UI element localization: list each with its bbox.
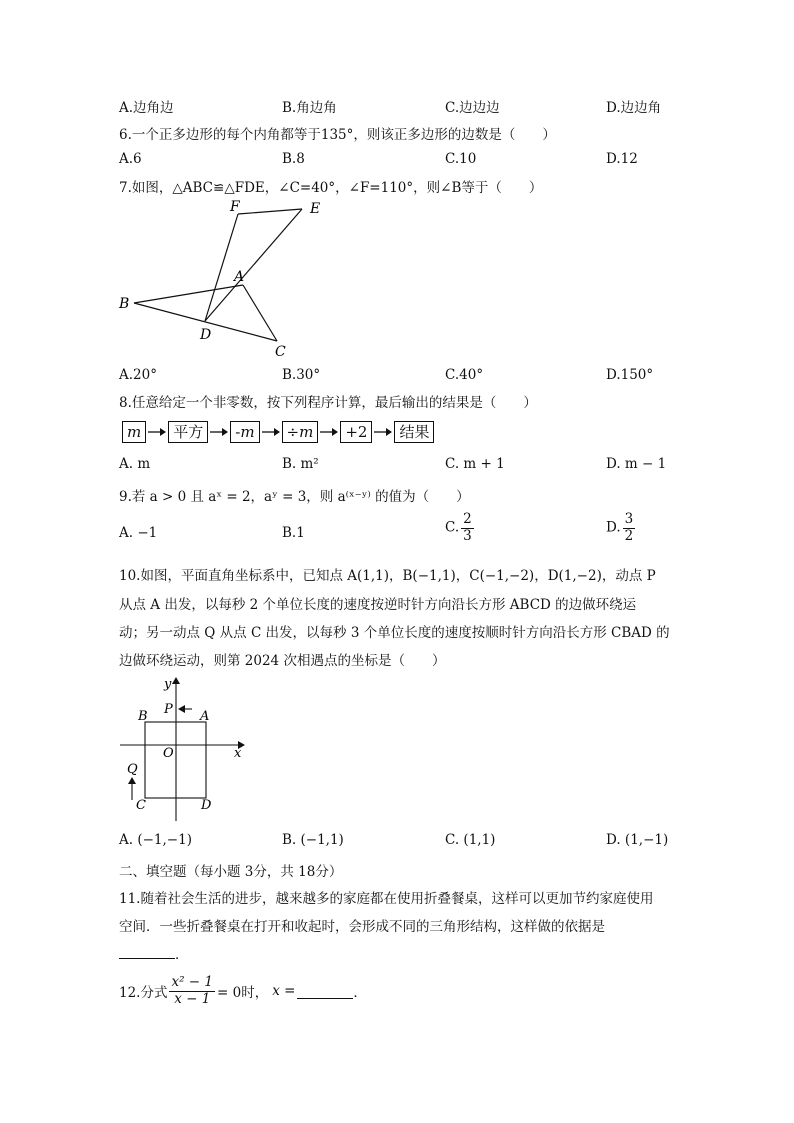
q12-prefix: 12.分式: [119, 985, 168, 1002]
q6-option-a: A.6: [119, 151, 142, 167]
q9-option-b: B.1: [282, 525, 305, 541]
point-b-label: B: [138, 709, 148, 724]
arrow-right-icon: [260, 422, 282, 442]
q12-denominator: x − 1: [174, 990, 211, 1007]
q6-option-c: C.10: [445, 151, 477, 167]
q10-option-b: B. (−1,1): [282, 832, 344, 848]
q8-stem: 8.任意给定一个非零数，按下列程序计算，最后输出的结果是（ ）: [119, 395, 537, 411]
q10-option-d: D. (1,−1): [606, 832, 669, 848]
label-f: F: [230, 199, 240, 215]
arrow-right-icon: [146, 422, 168, 442]
q8-flowchart: [122, 421, 434, 443]
q9-stem: 9.若 a > 0 且 aˣ = 2，aʸ = 3，则 a⁽ˣ⁻ʸ⁾ 的值为（ ）: [119, 489, 470, 505]
flow-box-m: m: [122, 421, 146, 443]
q9-option-d: [606, 512, 637, 544]
q9-option-a: A. −1: [119, 525, 158, 541]
label-e: E: [310, 201, 321, 217]
point-a-label: A: [200, 709, 210, 724]
q8-option-d: D. m − 1: [606, 456, 667, 472]
origin-label: O: [163, 746, 174, 761]
q9-c-denominator: 3: [463, 527, 472, 544]
q10-line2: 从点 A 出发，以每秒 2 个单位长度的速度按逆时针方向沿长方形 ABCD 的边做环绕运: [119, 597, 637, 613]
q12-answer-blank[interactable]: [297, 984, 353, 999]
q11-period: ．: [175, 947, 189, 963]
point-c-label: C: [136, 798, 146, 813]
flow-box-result: 结果: [394, 421, 434, 443]
q6-option-b: B.8: [282, 151, 305, 167]
q12-numerator: x² − 1: [171, 974, 213, 990]
q7-option-d: D.150°: [606, 367, 654, 383]
flow-box-square: 平方: [168, 421, 208, 443]
q7-stem: 7.如图，△ABC≌△FDE，∠C=40°，∠F=110°，则∠B等于（ ）: [119, 180, 543, 196]
q9-option-d-label: D.: [606, 519, 621, 536]
q10-line3: 动；另一动点 Q 从点 C 出发，以每秒 3 个单位长度的速度按顺时针方向沿长方形 CBAD 的: [119, 625, 670, 641]
q5-option-d: D.边边角: [606, 100, 662, 116]
q11-line1: 11.随着社会生活的进步，越来越多的家庭都在使用折叠餐桌，这样可以更加节约家庭使用: [119, 891, 654, 907]
axis-label-y: y: [164, 677, 172, 692]
arrow-right-icon: [208, 422, 230, 442]
q9-d-denominator: 2: [624, 527, 634, 544]
point-d-label: D: [201, 798, 212, 813]
q5-option-c: C.边边边: [445, 100, 500, 116]
q9-option-c-label: C.: [445, 519, 460, 536]
q9-d-numerator: 3: [624, 511, 634, 527]
label-d: D: [200, 327, 212, 343]
q12-line: [119, 975, 367, 1007]
q7-triangle-figure: [112, 196, 321, 362]
q6-stem: 6.一个正多边形的每个内角都等于135°，则该正多边形的边数是（ ）: [119, 127, 556, 143]
q5-option-b: B.角边角: [282, 100, 337, 116]
label-c: C: [275, 344, 286, 360]
q7-option-c: C.40°: [445, 367, 484, 383]
q12-middle: = 0时，: [217, 985, 269, 1002]
q8-option-c: C. m + 1: [445, 456, 505, 472]
q10-option-c: C. (1,1): [445, 832, 496, 848]
q8-option-b: B. m²: [282, 456, 319, 472]
point-p-label: P: [164, 702, 173, 717]
flow-box-plus-2: +2: [340, 421, 372, 443]
q7-option-a: A.20°: [119, 367, 157, 383]
label-b: B: [119, 296, 130, 312]
arrow-right-icon: [318, 422, 340, 442]
section-title-fill-in: 二、填空题（每小题 3分，共 18分）: [119, 864, 343, 880]
q5-option-a: A.边角边: [119, 100, 174, 116]
q12-period: ．: [353, 985, 367, 1002]
axis-label-x: x: [234, 746, 242, 761]
point-q-label: Q: [127, 762, 138, 777]
q7-option-b: B.30°: [282, 367, 321, 383]
q10-line1: 10.如图，平面直角坐标系中，已知点 A(1,1)，B(−1,1)，C(−1,−2)，D(1,−2)，动点 P: [119, 568, 656, 584]
q11-answer-blank[interactable]: [119, 944, 175, 959]
flow-box-divide-m: ÷m: [282, 421, 319, 443]
q9-option-c: [445, 512, 476, 544]
q10-option-a: A. (−1,−1): [119, 832, 192, 848]
q9-c-numerator: 2: [463, 511, 472, 527]
q10-coordinate-figure: [116, 676, 248, 826]
q10-line4: 边做环绕运动，则第 2024 次相遇点的坐标是（ ）: [119, 653, 446, 669]
label-a: A: [234, 269, 245, 285]
q11-line3: [119, 943, 189, 963]
q11-line2: 空间．一些折叠餐桌在打开和收起时，会形成不同的三角形结构，这样做的依据是: [119, 919, 605, 935]
q8-option-a: A. m: [119, 456, 151, 472]
q12-variable: x =: [272, 983, 296, 1000]
q6-option-d: D.12: [606, 151, 638, 167]
arrow-right-icon: [372, 422, 394, 442]
flow-box-minus-m: -m: [230, 421, 259, 443]
